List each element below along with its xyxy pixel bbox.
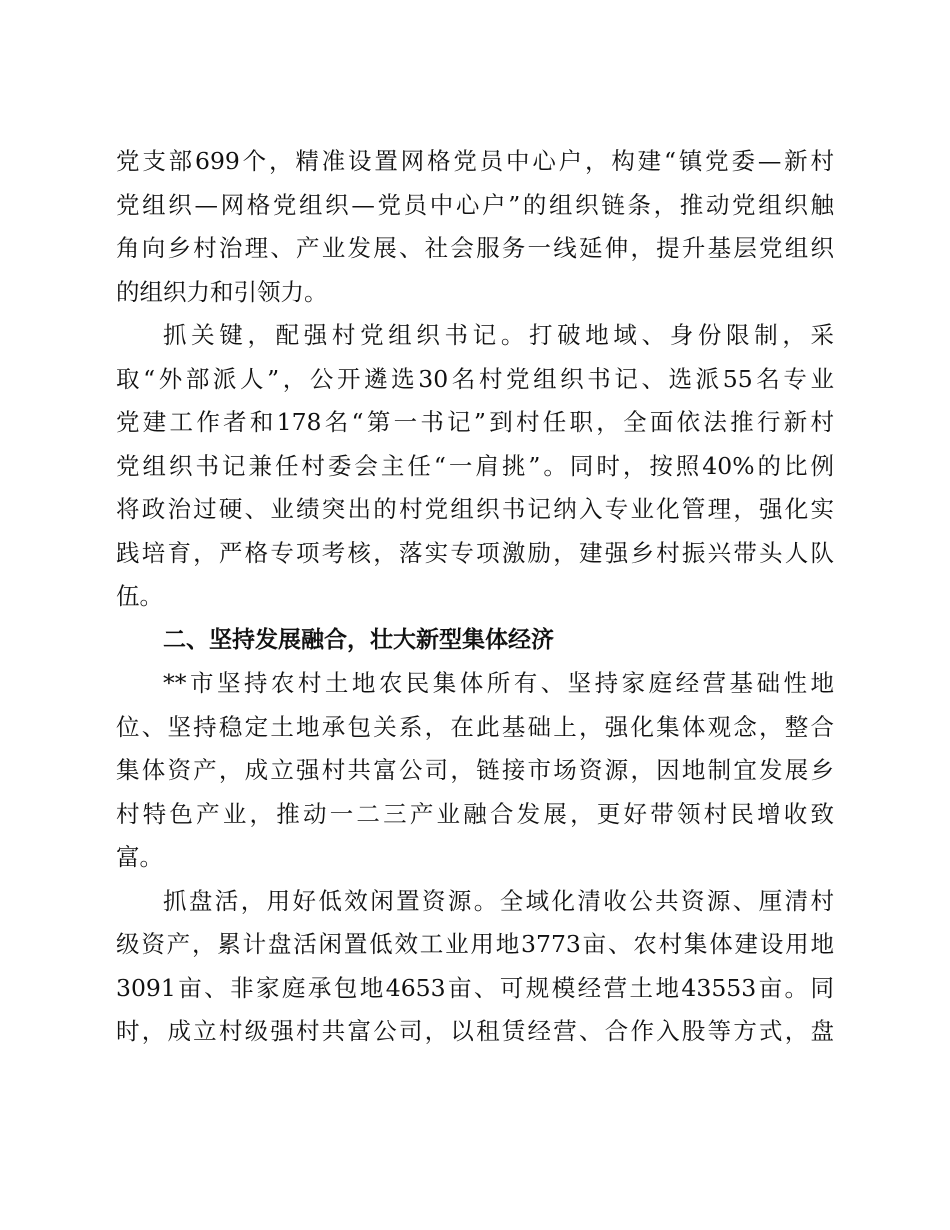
text-line: 党组织书记兼任村委会主任“一肩挑”。同时，按照40%的比例 [116,451,834,480]
text-line: 党建工作者和178名“第一书记”到村任职，全面依法推行新村 [116,408,834,436]
text-line: 抓关键，配强村党组织书记。打破地域、身份限制，采 [163,321,834,349]
text-line: 时，成立村级强村共富公司，以租赁经营、合作入股等方式，盘 [116,1017,834,1045]
paragraph-collective-economy [116,662,834,880]
text-line: 的组织力和引领力。 [116,277,328,306]
text-line: 党支部699个，精准设置网格党员中心户，构建“镇党委—新村 [116,147,834,175]
text-line: 将政治过硬、业绩突出的村党组织书记纳入专业化管理，强化实 [116,495,834,523]
section-heading-text: 二、坚持发展融合，壮大新型集体经济 [163,626,554,653]
text-line: 抓盘活，用好低效闲置资源。全域化清收公共资源、厘清村 [163,886,834,915]
text-line: 践培育，严格专项考核，落实专项激励，建强乡村振兴带头人队 [116,538,834,567]
paragraph-village-secretaries [116,314,834,619]
text-line: 村特色产业，推动一二三产业融合发展，更好带领村民增收致 [116,799,834,828]
paragraph-party-branches [116,140,834,314]
text-line: 角向乡村治理、产业发展、社会服务一线延伸，提升基层党组织 [116,234,834,262]
text-line: 位、坚持稳定土地承包关系，在此基础上，强化集体观念，整合 [116,712,834,741]
text-line: 3091亩、非家庭承包地4653亩、可规模经营土地43553亩。同 [116,973,834,1002]
text-line: 党组织—网格党组织—党员中心户”的组织链条，推动党组织触 [116,190,834,219]
paragraph-idle-resources [116,880,834,1054]
text-line: 集体资产，成立强村共富公司，链接市场资源，因地制宜发展乡 [116,756,834,784]
section-heading [116,619,834,663]
text-line: 富。 [116,843,163,871]
text-line: 取“外部派人”，公开遴选30名村党组织书记、选派55名专业 [116,364,834,393]
document-page [116,140,834,1054]
text-line: 伍。 [116,582,163,610]
text-line: 级资产，累计盘活闲置低效工业用地3773亩、农村集体建设用地 [116,930,834,958]
text-line: **市坚持农村土地农民集体所有、坚持家庭经营基础性地 [163,669,834,697]
